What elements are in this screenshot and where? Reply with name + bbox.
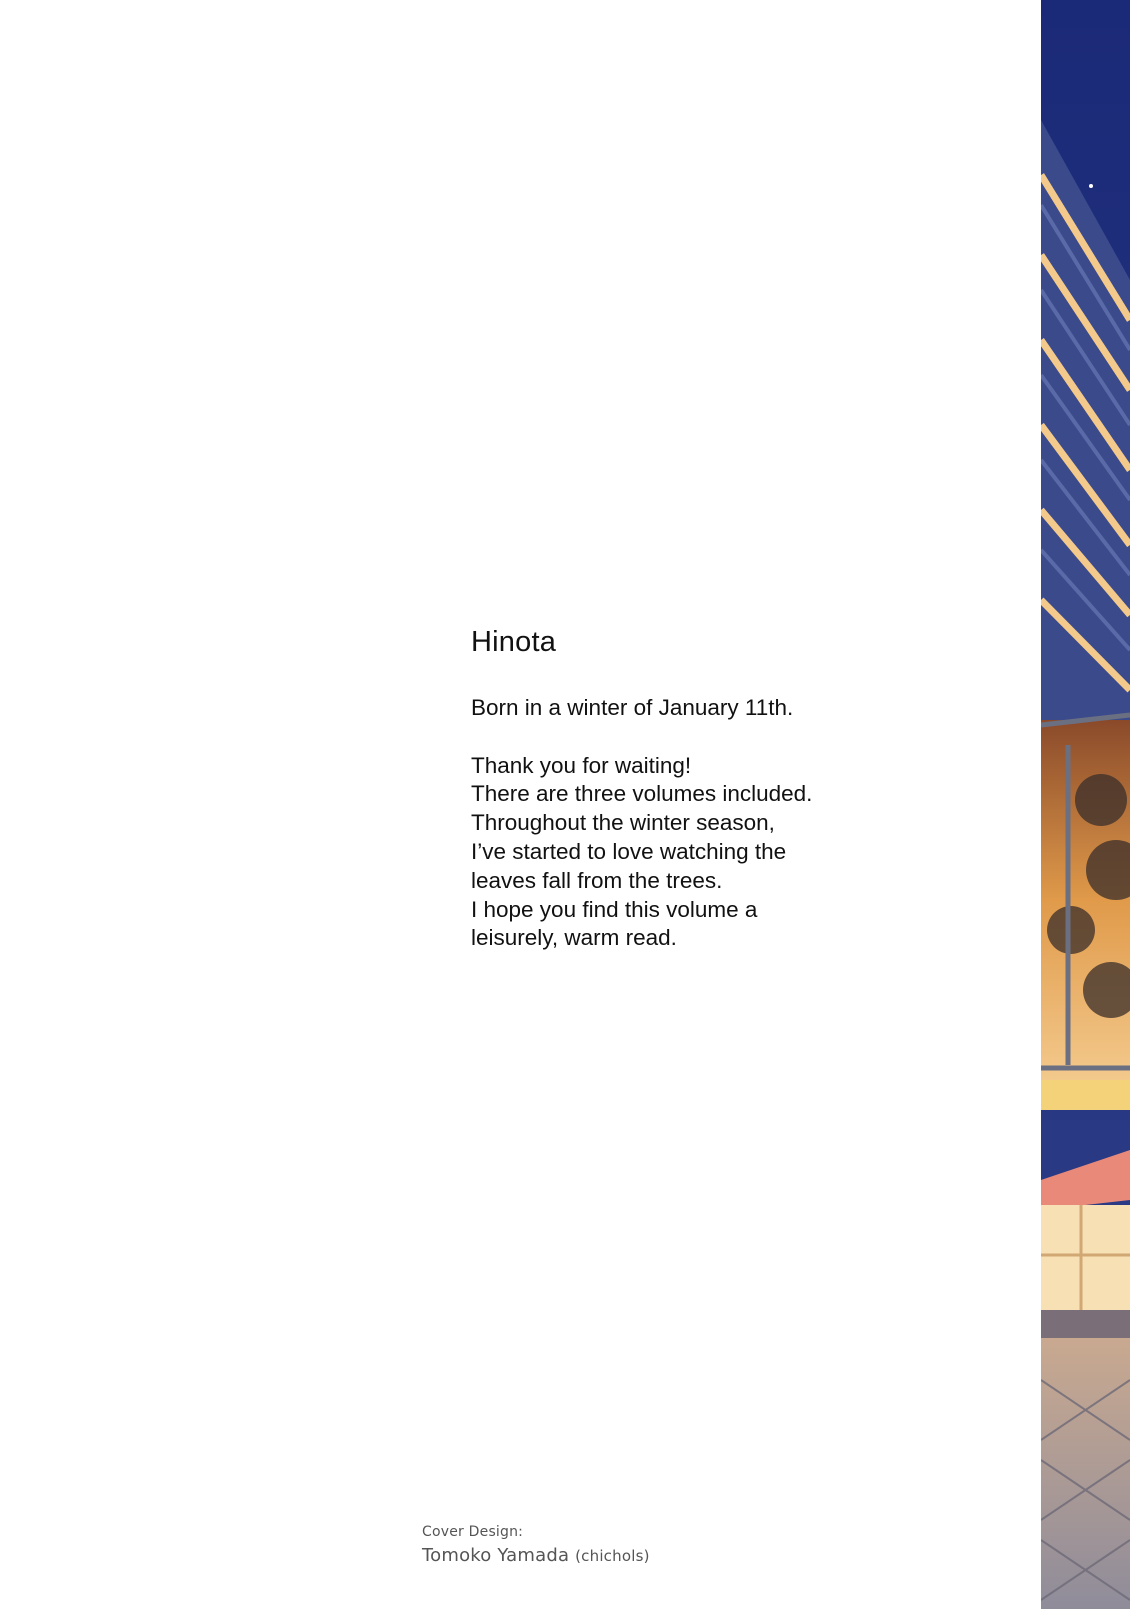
- cover-illustration-strip: [1041, 0, 1130, 1609]
- author-note: [471, 694, 891, 953]
- credit-label: Cover Design:: [422, 1524, 524, 1540]
- note-paragraph-birthday: [471, 694, 891, 723]
- designer-name: Tomoko Yamada: [422, 1545, 570, 1566]
- author-name: Hinota: [471, 626, 557, 658]
- note-line: leisurely, warm read.: [471, 925, 677, 951]
- note-line: Throughout the winter season,: [471, 810, 775, 836]
- note-line: I hope you find this volume a: [471, 896, 758, 922]
- note-line: There are three volumes included.: [471, 781, 813, 807]
- note-line: Born in a winter of January 11th.: [471, 695, 794, 720]
- note-line: leaves fall from the trees.: [471, 867, 723, 893]
- note-line: Thank you for waiting!: [471, 752, 692, 778]
- note-line: I’ve started to love watching the: [471, 838, 787, 864]
- note-paragraph-message: [471, 752, 891, 954]
- studio-name: (chichols): [575, 1547, 650, 1565]
- credit-name-line: [422, 1545, 650, 1566]
- cover-design-credit: [422, 1524, 650, 1566]
